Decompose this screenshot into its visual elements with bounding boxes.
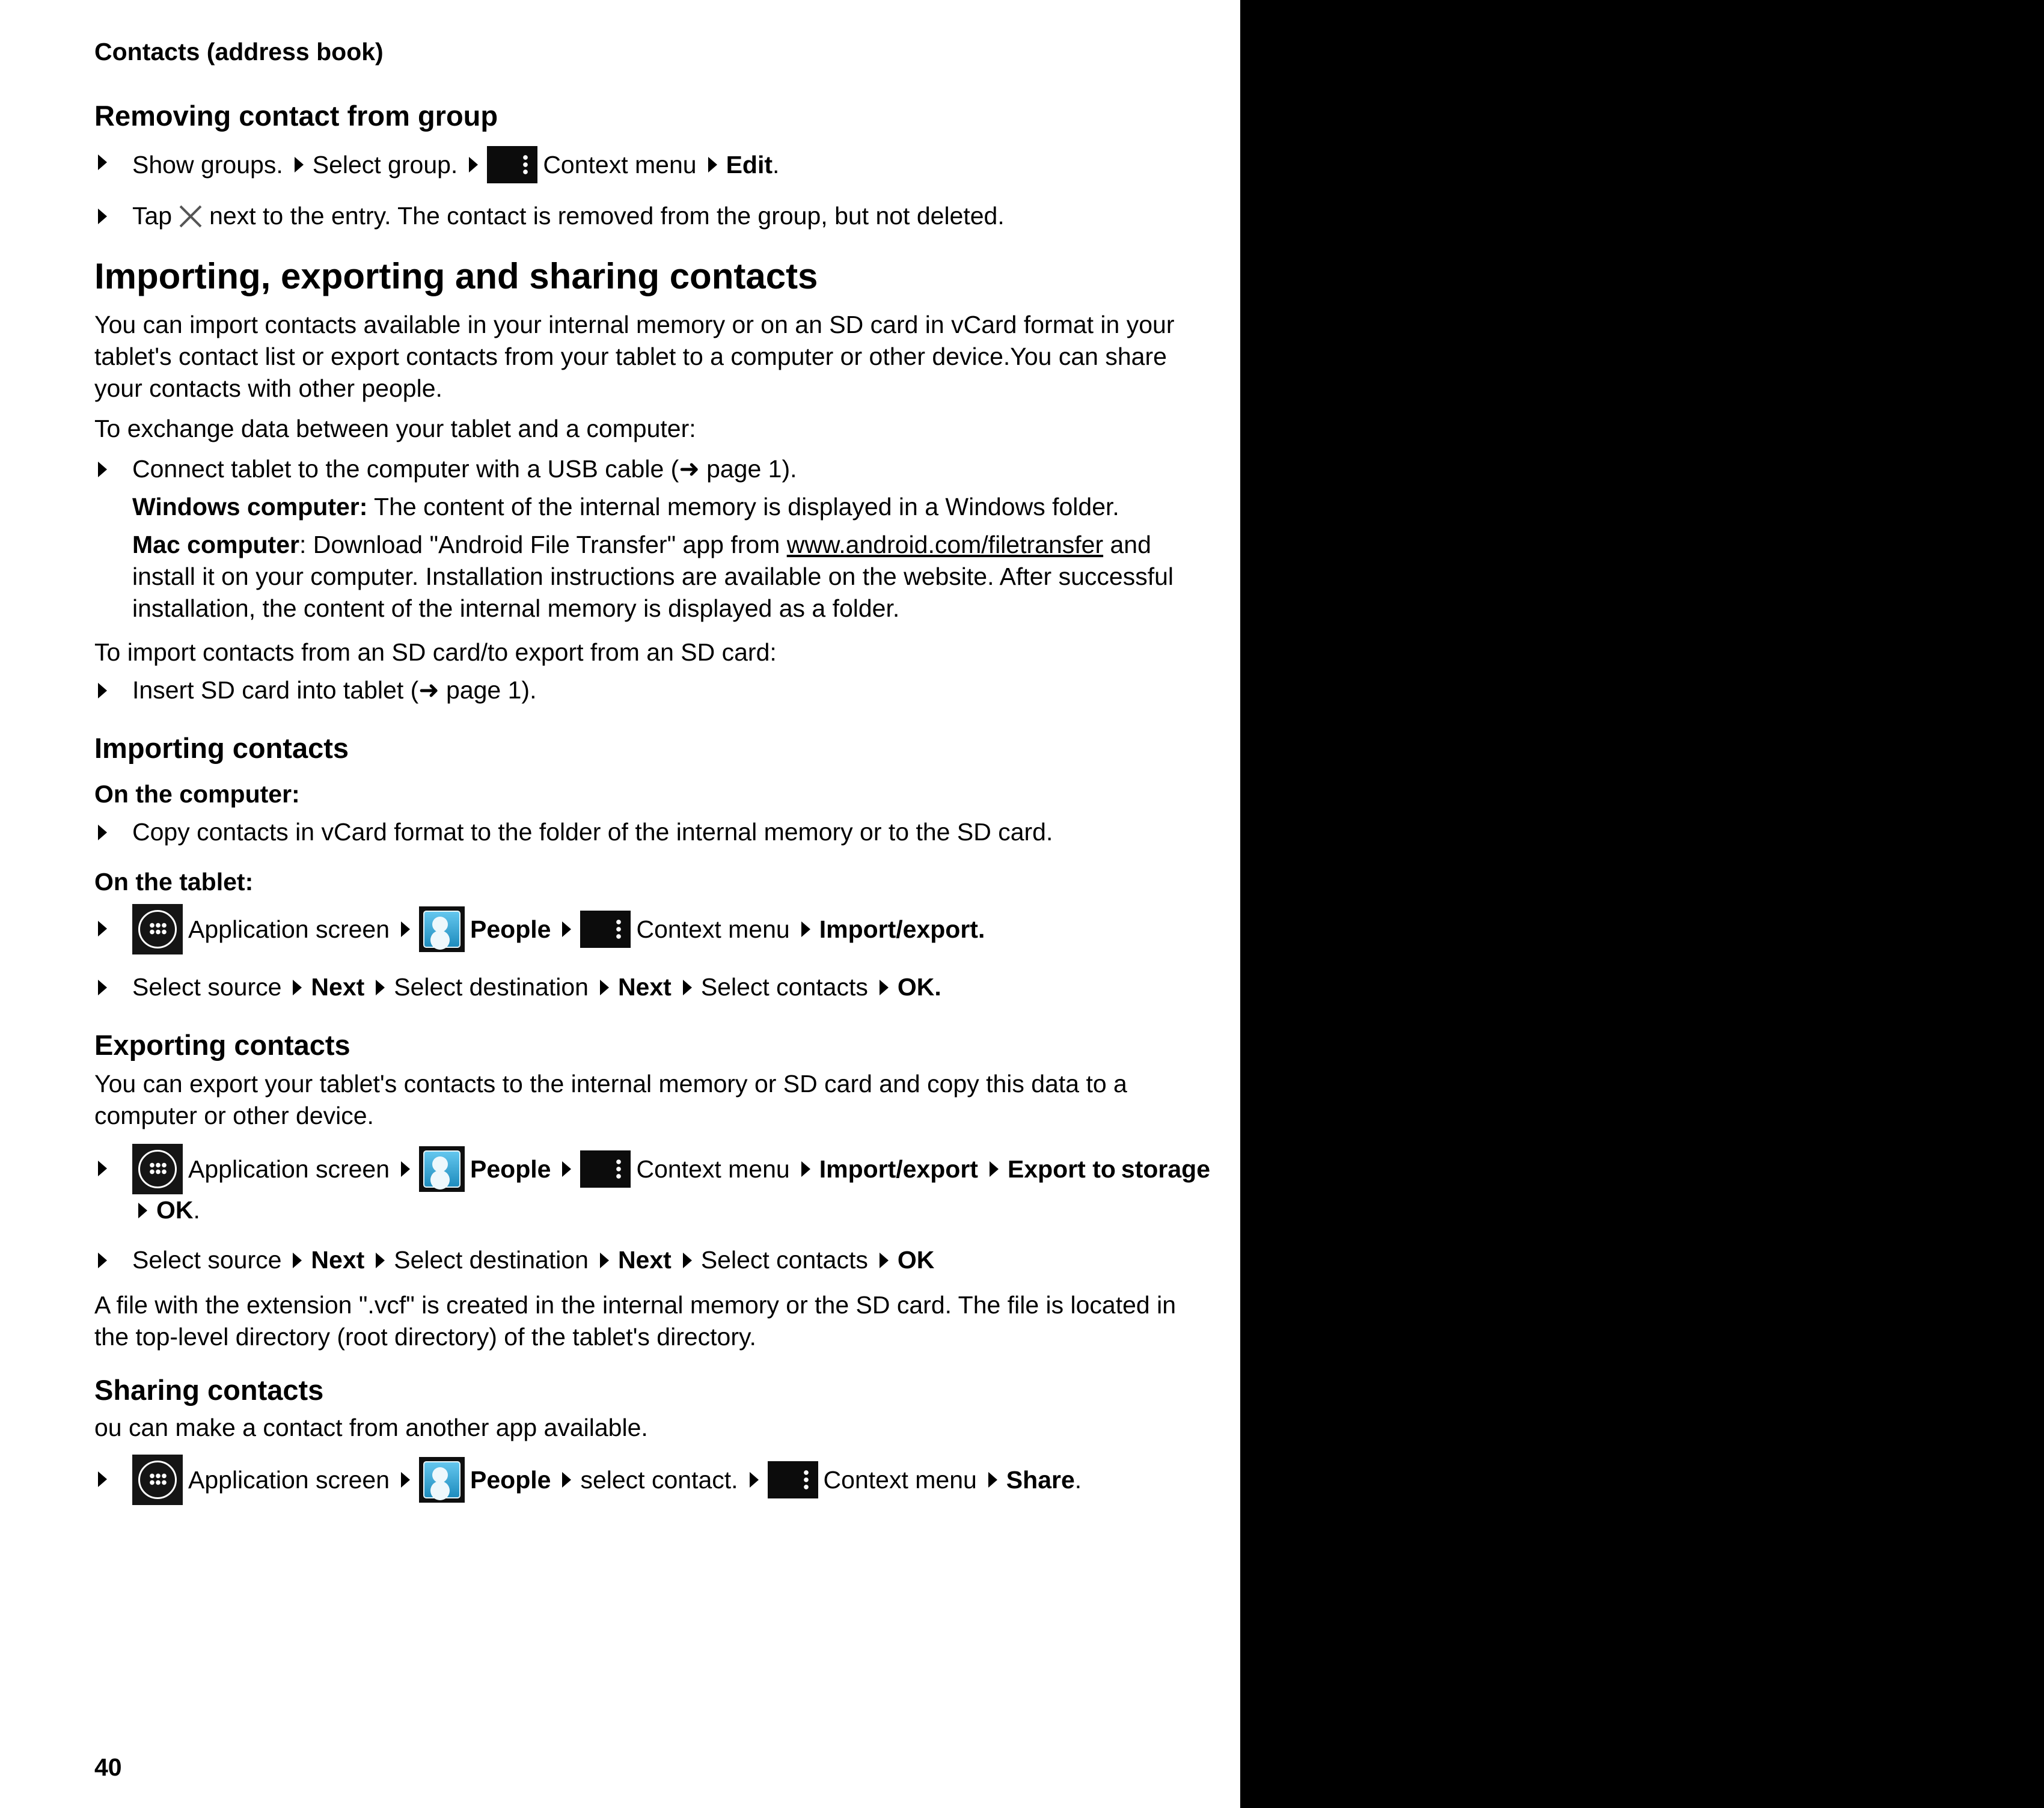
arrow-right-icon: [988, 1472, 997, 1488]
arrow-right-icon: [990, 1161, 999, 1177]
step-import-1: [94, 904, 1213, 954]
text-next: Next: [311, 1246, 365, 1274]
application-screen-icon: [132, 904, 183, 954]
text-period: .: [773, 150, 780, 179]
arrow-right-icon: [295, 157, 304, 173]
cross-reference-arrow-icon: ➜: [418, 676, 439, 704]
text-mac-1: : Download "Android File Transfer" app from: [299, 531, 787, 558]
link-android-filetransfer[interactable]: www.android.com/filetransfer: [786, 531, 1104, 558]
arrow-right-icon: [562, 1161, 571, 1177]
arrow-right-icon: [562, 921, 571, 937]
heading-importing-contacts: Importing contacts: [94, 732, 349, 764]
heading-removing-contact: Removing contact from group: [94, 100, 498, 132]
text-application-screen: Application screen: [188, 1465, 390, 1494]
arrow-right-icon: [683, 1253, 692, 1268]
context-menu-icon: [487, 146, 537, 183]
arrow-right-icon: [293, 1253, 302, 1268]
arrow-right-icon: [562, 1472, 571, 1488]
people-app-icon: [419, 1457, 465, 1503]
bullet-triangle-icon: [98, 980, 107, 995]
context-menu-icon: [768, 1461, 818, 1498]
text-people: People: [470, 1465, 551, 1494]
label-windows-computer: Windows computer:: [132, 493, 368, 521]
label-on-the-tablet: On the tablet:: [94, 868, 254, 896]
text-next: Next: [617, 973, 672, 1001]
text-application-screen: Application screen: [188, 915, 390, 943]
mac-computer-note: [94, 529, 1213, 625]
cross-reference-arrow-icon: ➜: [679, 455, 700, 483]
exchange-lead: To exchange data between your tablet and a computer:: [94, 415, 696, 442]
bullet-triangle-icon: [98, 462, 107, 477]
people-app-icon: [419, 1146, 465, 1192]
text-mac-2: and install it on your computer. Installation instructions are available on the website. After successful installation, the content of the internal memory is displayed as a folder.: [132, 531, 1174, 622]
step-share-1: [94, 1455, 1213, 1505]
text-windows: The content of the internal memory is displayed in a Windows folder.: [367, 493, 1119, 521]
black-side-panel: [1240, 0, 2044, 1808]
intro-paragraph: You can import contacts available in your internal memory or on an SD card in vCard format in your tablet's contact list or export contacts from your tablet to a computer or other device.You can share your contacts with other people.: [94, 311, 1175, 402]
text-people: People: [470, 915, 551, 943]
sd-lead: To import contacts from an SD card/to export from an SD card:: [94, 638, 777, 666]
arrow-right-icon: [708, 157, 717, 173]
step-insert-sd: [94, 674, 1213, 706]
text-select-destination: Select destination: [394, 973, 589, 1001]
bullet-triangle-icon: [98, 825, 107, 840]
text-period: .: [193, 1196, 200, 1224]
arrow-right-icon: [293, 980, 302, 995]
context-menu-icon: [580, 1150, 631, 1188]
label-on-the-computer: On the computer:: [94, 780, 300, 808]
text-connect: Connect tablet to the computer with a USB cable (: [132, 455, 679, 483]
text-select-source: Select source: [132, 973, 282, 1001]
arrow-right-icon: [801, 921, 810, 937]
heading-sharing-contacts: Sharing contacts: [94, 1374, 324, 1406]
people-app-icon: [419, 906, 465, 952]
text-context-menu: Context menu: [636, 1155, 790, 1183]
arrow-right-icon: [600, 1253, 609, 1268]
text-page-ref: page 1).: [699, 455, 797, 483]
step-export-2: [94, 1244, 1213, 1276]
running-head: Contacts (address book): [94, 38, 384, 66]
sharing-intro: ou can make a contact from another app available.: [94, 1414, 648, 1441]
bullet-triangle-icon: [98, 154, 107, 170]
arrow-right-icon: [880, 1253, 889, 1268]
text-select-source: Select source: [132, 1246, 282, 1274]
text-ok: OK: [156, 1196, 194, 1224]
arrow-right-icon: [469, 157, 478, 173]
bullet-triangle-icon: [98, 1471, 107, 1487]
text-tap: Tap: [132, 202, 173, 230]
text-export-to: Export to: [1007, 1155, 1116, 1183]
windows-computer-note: [94, 491, 1213, 523]
arrow-right-icon: [376, 1253, 385, 1268]
page-number: 40: [94, 1753, 122, 1781]
text-import-export: Import/export.: [819, 915, 985, 943]
text-select-contacts: Select contacts: [700, 973, 868, 1001]
arrow-right-icon: [683, 980, 692, 995]
step-copy-vcard: [94, 816, 1213, 848]
text-select-contact: select contact.: [580, 1465, 738, 1494]
step-connect-usb: [94, 453, 1213, 485]
text-select-contacts: Select contacts: [700, 1246, 868, 1274]
bullet-triangle-icon: [98, 921, 107, 936]
text-people: People: [470, 1155, 551, 1183]
bullet-triangle-icon: [98, 683, 107, 698]
text-context-menu: Context menu: [823, 1465, 977, 1494]
arrow-right-icon: [138, 1203, 147, 1218]
bullet-triangle-icon: [98, 1253, 107, 1268]
vcf-note: A file with the extension ".vcf" is created in the internal memory or the SD card. The file is located in the top-level directory (root directory) of the tablet's directory.: [94, 1291, 1177, 1351]
arrow-right-icon: [401, 1472, 410, 1488]
application-screen-icon: [132, 1455, 183, 1505]
text-page-ref: page 1).: [439, 676, 537, 704]
text-ok: OK: [897, 1246, 935, 1274]
bullet-triangle-icon: [98, 1161, 107, 1176]
step-removing-2: [94, 200, 1213, 232]
text-select-destination: Select destination: [394, 1246, 589, 1274]
arrow-right-icon: [880, 980, 889, 995]
text-share: Share: [1006, 1465, 1075, 1494]
step-import-2: [94, 971, 1213, 1003]
bullet-triangle-icon: [98, 209, 107, 224]
label-mac-computer: Mac computer: [132, 531, 299, 558]
text-insert-sd: Insert SD card into tablet (: [132, 676, 419, 704]
arrow-right-icon: [401, 1161, 410, 1177]
text-period: .: [1074, 1465, 1082, 1494]
arrow-right-icon: [401, 921, 410, 937]
text-next: Next: [617, 1246, 672, 1274]
text-select-group: Select group.: [312, 150, 458, 179]
close-icon: [177, 203, 204, 230]
heading-exporting-contacts: Exporting contacts: [94, 1029, 350, 1061]
text-application-screen: Application screen: [188, 1155, 390, 1183]
text-removing-rest: next to the entry. The contact is removed from the group, but not deleted.: [209, 202, 1005, 230]
text-context-menu: Context menu: [636, 915, 790, 943]
context-menu-icon: [580, 911, 631, 948]
text-show-groups: Show groups.: [132, 150, 283, 179]
text-context-menu: Context menu: [543, 150, 697, 179]
text-copy-vcard: Copy contacts in vCard format to the folder of the internal memory or to the SD card.: [132, 818, 1053, 846]
text-next: Next: [311, 973, 365, 1001]
step-removing-1: [94, 146, 1213, 183]
document-page: [94, 36, 1213, 1522]
arrow-right-icon: [801, 1161, 810, 1177]
arrow-right-icon: [750, 1472, 759, 1488]
arrow-right-icon: [600, 980, 609, 995]
page-title: Importing, exporting and sharing contacts: [94, 256, 818, 296]
text-import-export: Import/export: [819, 1155, 978, 1183]
application-screen-icon: [132, 1144, 183, 1194]
exporting-intro: You can export your tablet's contacts to the internal memory or SD card and copy this data to a computer or other device.: [94, 1070, 1127, 1129]
arrow-right-icon: [376, 980, 385, 995]
text-edit: Edit: [726, 150, 773, 179]
text-storage: storage: [1121, 1155, 1211, 1183]
text-ok: OK.: [897, 973, 941, 1001]
step-export-1: [94, 1144, 1213, 1226]
